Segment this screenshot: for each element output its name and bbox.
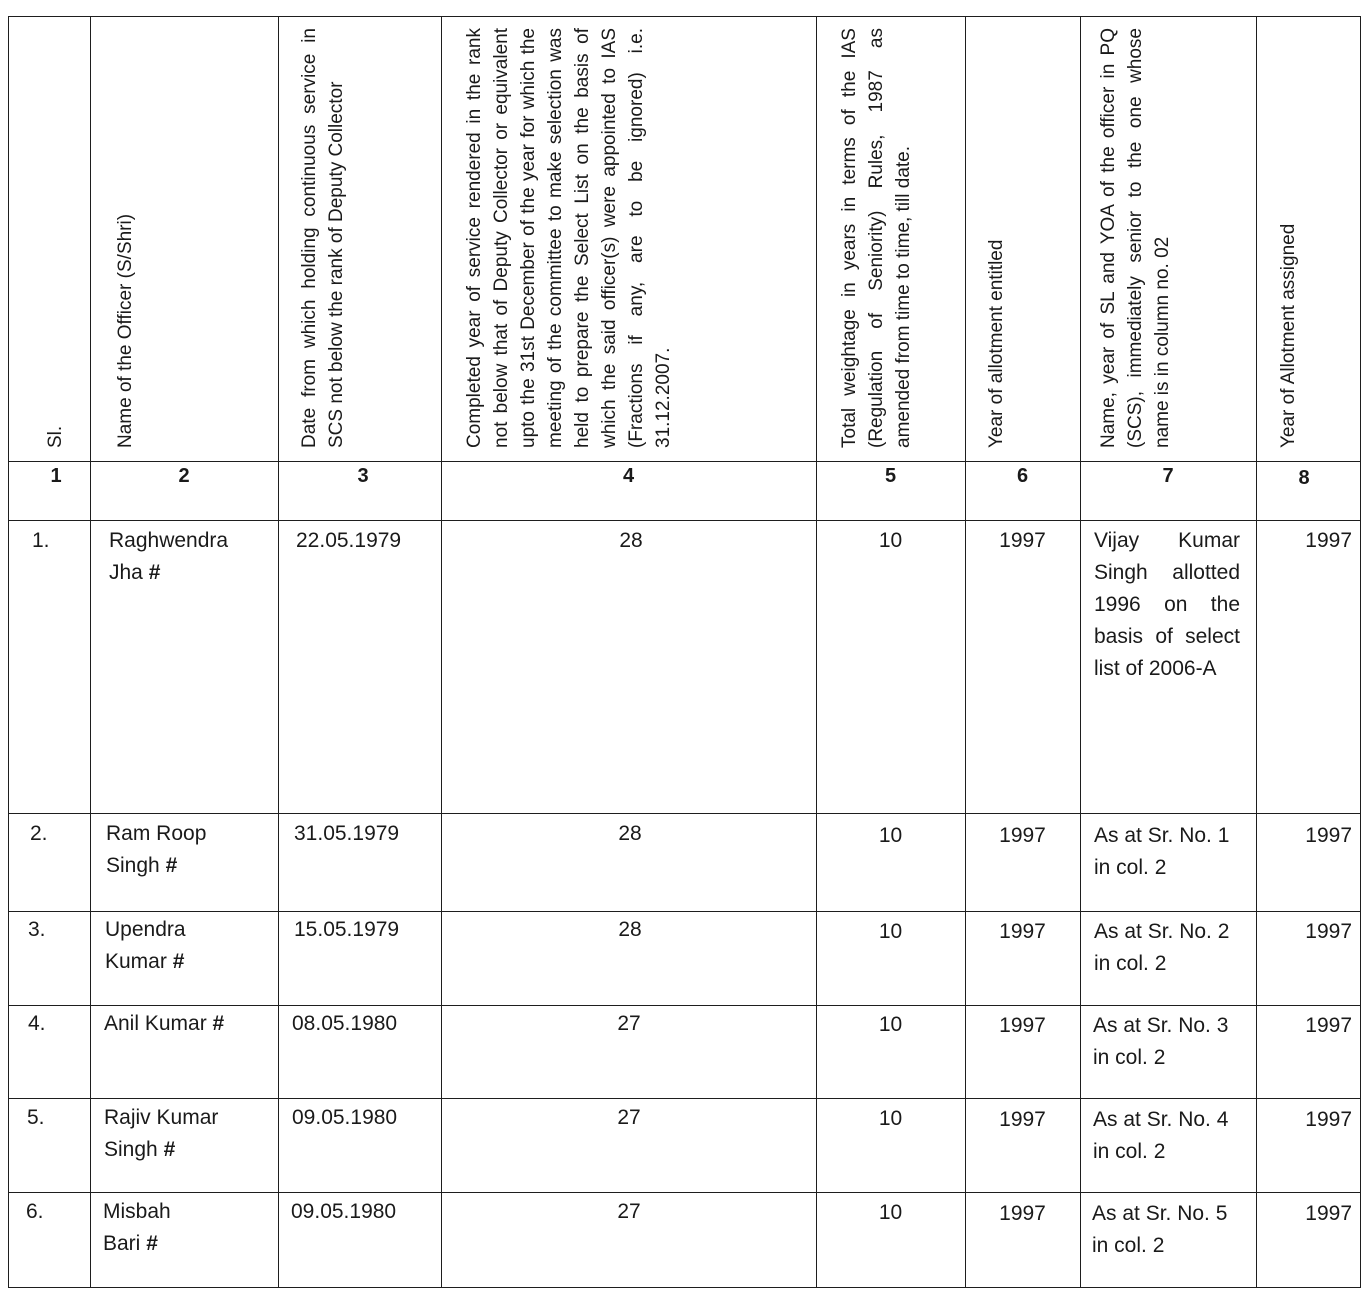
weightage: 10 (878, 1107, 903, 1130)
weightage: 10 (878, 1201, 903, 1224)
header-senior-officer: Name, year of SL and YOA of the officer in PQ (SCS), immediately senior to the one whose name is in column no. 02 (1098, 28, 1173, 448)
completed-years: 27 (617, 1106, 641, 1129)
rule-header-bottom (8, 461, 1361, 462)
officer-name: Raghwendra Jha # (109, 529, 229, 584)
service-date: 22.05.1979 (296, 529, 402, 552)
column-number: 2 (178, 465, 190, 487)
column-number: 3 (357, 465, 369, 487)
senior-officer: Vijay Kumar Singh allotted 1996 on the basis of select list of 2006-A (1094, 529, 1240, 680)
header-completed-years: Completed year of service rendered in the rank not below that of Deputy Collector or equivalent upto the 31st December of the year for which the meeting of the committee to make selection was held to prepare the Select List on the basis of which the said officer(s) were appointed to IAS (Fractions if any, are to be ignored) i.e. 31.12.2007. (464, 28, 674, 448)
rule-row-3 (8, 1005, 1361, 1006)
senior-officer: As at Sr. No. 3 in col. 2 (1093, 1014, 1229, 1069)
yoa-assigned: 1997 (1305, 1014, 1352, 1037)
yoa-assigned: 1997 (1305, 824, 1352, 847)
service-date: 09.05.1980 (292, 1106, 398, 1129)
completed-years: 28 (618, 918, 642, 941)
yoa-entitled: 1997 (999, 1014, 1046, 1037)
weightage: 10 (878, 529, 903, 552)
officer-name: Ram Roop Singh # (106, 822, 207, 877)
serial-number: 3. (28, 918, 46, 941)
completed-years: 27 (617, 1200, 641, 1223)
column-number: 5 (884, 465, 897, 487)
service-date: 09.05.1980 (291, 1200, 397, 1223)
yoa-entitled: 1997 (999, 1108, 1046, 1131)
weightage: 10 (878, 1013, 903, 1036)
header-yoa-assigned: Year of Allotment assigned (1278, 223, 1299, 448)
yoa-entitled: 1997 (999, 529, 1046, 552)
serial-number: 5. (27, 1106, 45, 1129)
header-sl: Sl. (45, 425, 66, 448)
completed-years: 27 (617, 1012, 641, 1035)
officer-name: Upendra Kumar # (105, 918, 186, 973)
officer-name: Misbah Bari # (103, 1200, 171, 1255)
column-number: 1 (50, 465, 62, 487)
serial-number: 2. (30, 822, 48, 845)
officer-name: Anil Kumar # (104, 1012, 225, 1035)
yoa-entitled: 1997 (999, 824, 1046, 847)
rule-colnum-bottom (8, 520, 1361, 521)
completed-years: 28 (618, 822, 642, 845)
service-date: 08.05.1980 (292, 1012, 398, 1035)
yoa-entitled: 1997 (999, 920, 1046, 943)
yoa-assigned: 1997 (1305, 1108, 1352, 1131)
rule-row-2 (8, 911, 1361, 912)
header-date-continuous-service: Date from which holding continuous service in SCS not below the rank of Deputy Collector (299, 28, 347, 448)
column-number: 7 (1162, 465, 1174, 487)
header-officer-name: Name of the Officer (S/Shri) (115, 213, 136, 448)
service-date: 15.05.1979 (294, 918, 400, 941)
weightage: 10 (878, 920, 903, 943)
yoa-entitled: 1997 (999, 1202, 1046, 1225)
yoa-assigned: 1997 (1305, 1202, 1352, 1225)
header-total-weightage: Total weightage in years in terms of the IAS (Regulation of Seniority) Rules, 1987 as amended from time to time, till date. (839, 28, 914, 448)
senior-officer: As at Sr. No. 5 in col. 2 (1092, 1202, 1228, 1257)
officer-name: Rajiv Kumar Singh # (104, 1106, 219, 1161)
serial-number: 4. (28, 1012, 46, 1035)
senior-officer: As at Sr. No. 2 in col. 2 (1094, 920, 1230, 975)
senior-officer: As at Sr. No. 4 in col. 2 (1093, 1108, 1229, 1163)
service-date: 31.05.1979 (294, 822, 400, 845)
rule-row-4 (8, 1098, 1361, 1099)
header-yoa-entitled: Year of allotment entitled (986, 239, 1007, 448)
rule-bottom (8, 1287, 1361, 1288)
serial-number: 6. (26, 1200, 44, 1223)
yoa-assigned: 1997 (1305, 920, 1352, 943)
weightage: 10 (878, 824, 903, 847)
column-number: 6 (1016, 465, 1029, 487)
rule-top (8, 16, 1361, 17)
rule-row-5 (8, 1192, 1361, 1193)
serial-number: 1. (32, 529, 50, 552)
completed-years: 28 (619, 529, 643, 552)
yoa-assigned: 1997 (1305, 529, 1352, 552)
column-number: 8 (1298, 467, 1310, 489)
rule-row-1 (8, 813, 1361, 814)
senior-officer: As at Sr. No. 1 in col. 2 (1094, 824, 1230, 879)
column-number: 4 (622, 465, 635, 487)
